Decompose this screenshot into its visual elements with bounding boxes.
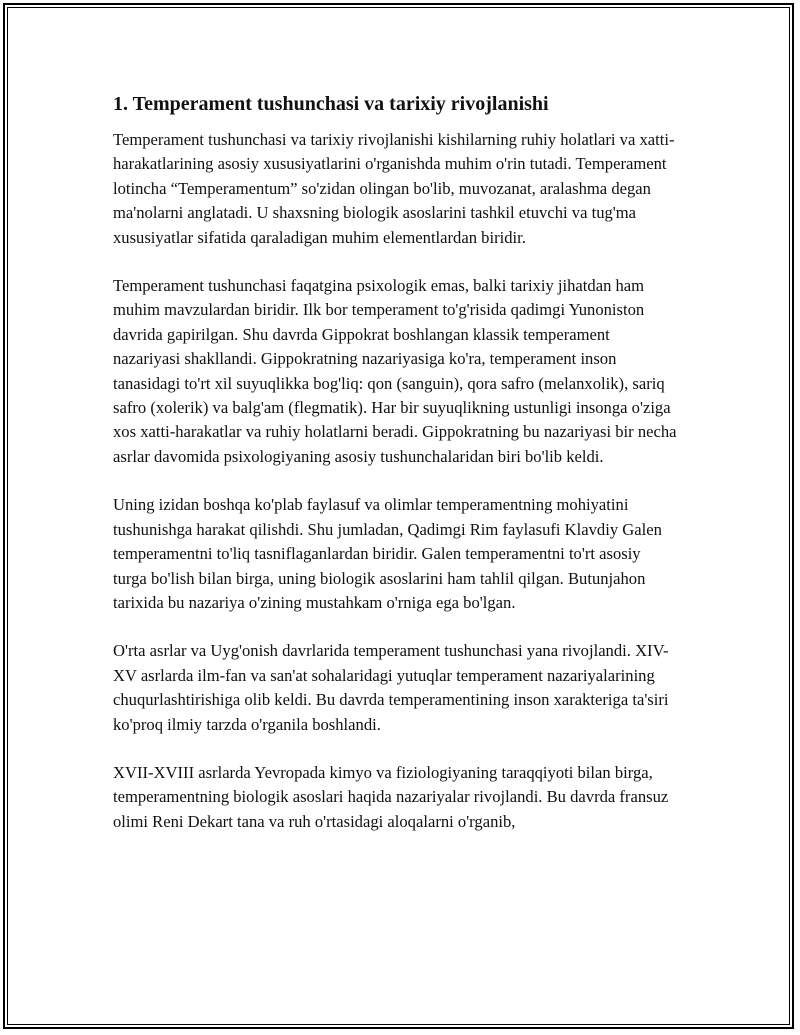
paragraph-2: Temperament tushunchasi faqatgina psixologik emas, balki tarixiy jihatdan ham muhim mavzulardan biridir. Ilk bor temperament to'g'risida qadimgi Yunoniston davrida gapirilgan. Shu davrda Gippokrat boshlangan klassik temperament nazariyasi shakllandi. Gippokratning nazariyasiga ko'ra, temperament inson tanasidagi to'rt xil suyuqlikka bog'liq: qon (sanguin), qora safro (melanxolik), sariq safro (xolerik) va balg'am (flegmatik). Har bir suyuqlikning ustunligi insonga o'ziga xos xatti-harakatlar va ruhiy holatlarni beradi. Gippokratning bu nazariyasi bir necha asrlar davomida psixologiyaning asosiy tushunchalaridan biri bo'lib keldi. bbox=[113, 276, 677, 466]
paragraph-1: Temperament tushunchasi va tarixiy rivojlanishi kishilarning ruhiy holatlari va xatti-harakatlarining asosiy xususiyatlarini o'rganishda muhim o'rin tutadi. Temperament lotincha “Temperamentum” so'zidan olingan bo'lib, muvozanat, aralashma degan ma'nolarni anglatadi. U shaxsning biologik asoslarini tashkil etuvchi va tug'ma xususiyatlar sifatida qaraladigan muhim elementlardan biridir. bbox=[113, 130, 675, 247]
paragraph-5: XVII-XVIII asrlarda Yevropada kimyo va fiziologiyaning taraqqiyoti bilan birga, temperamentning biologik asoslari haqida nazariyalar rivojlandi. Bu davrda fransuz olimi Reni Dekart tana va ruh o'rtasidagi aloqalarni o'rganib, bbox=[113, 762, 669, 831]
section-heading: 1. Temperament tushunchasi va tarixiy rivojlanishi bbox=[113, 93, 549, 115]
document-body bbox=[113, 90, 678, 858]
paragraph-4: O'rta asrlar va Uyg'onish davrlarida temperament tushunchasi yana rivojlandi. XIV-XV asrlarda ilm-fan va san'at sohalaridagi yutuqlar temperament nazariyalarining chuqurlashtirishiga olib keldi. Bu davrda temperamentining inson xarakteriga ta'siri ko'proq ilmiy tarzda o'rganila boshlandi. bbox=[113, 641, 669, 734]
paragraph-3: Uning izidan boshqa ko'plab faylasuf va olimlar temperamentning mohiyatini tushunishga harakat qilishdi. Shu jumladan, Qadimgi Rim faylasufi Klavdiy Galen temperamentni to'liq tasniflaganlardan biridir. Galen temperamentni to'rt asosiy turga bo'lish bilan birga, uning biologik asoslarini ham tahlil qilgan. Butunjahon tarixida bu nazariya o'zining mustahkam o'rniga ega bo'lgan. bbox=[113, 495, 662, 612]
